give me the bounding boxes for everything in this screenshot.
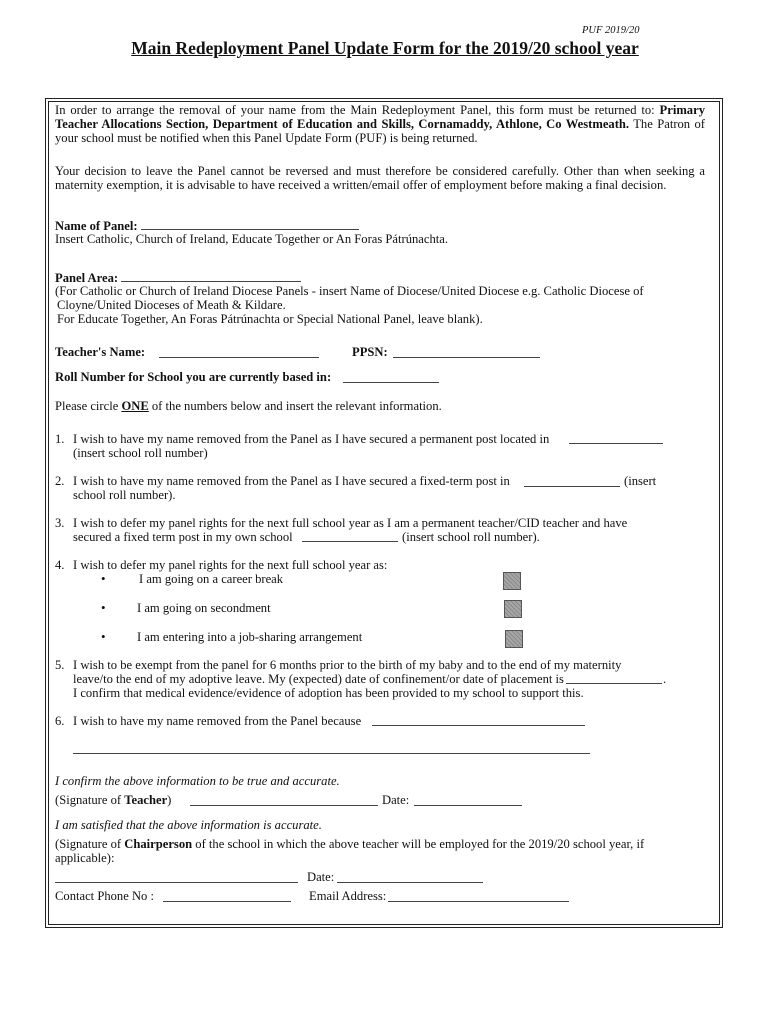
option-3-text: I wish to defer my panel rights for the next full school year as I am a permanent teacher/CID teacher and have bbox=[73, 516, 628, 530]
panel-area-hint-3: For Educate Together, An Foras Pátrúnachta or Special National Panel, leave blank). bbox=[57, 312, 483, 326]
ppsn-field[interactable] bbox=[393, 357, 540, 358]
intro-paragraph-1 bbox=[55, 103, 705, 145]
option-2-hint: school roll number). bbox=[73, 488, 176, 502]
teacher-signature-field[interactable] bbox=[190, 805, 378, 806]
option-6-reason-line-2[interactable] bbox=[73, 753, 590, 754]
contact-phone-field[interactable] bbox=[163, 901, 291, 902]
option-5-number[interactable]: 5. bbox=[55, 658, 65, 672]
intro-text: In order to arrange the removal of your name from the Main Redeployment Panel, this form must be returned to: bbox=[55, 103, 660, 117]
option-1-number[interactable]: 1. bbox=[55, 432, 65, 446]
panel-area-hint-1: (For Catholic or Church of Ireland Diocese Panels - insert Name of Diocese/United Diocese e.g. Catholic Diocese of bbox=[55, 284, 644, 298]
option-4-secondment: I am going on secondment bbox=[137, 601, 271, 615]
email-field[interactable] bbox=[388, 901, 569, 902]
option-5-text-2: leave/to the end of my adoptive leave. My (expected) date of confinement/or date of placement is bbox=[73, 672, 564, 686]
chair-date-field[interactable] bbox=[337, 882, 483, 883]
bullet-icon: • bbox=[101, 629, 106, 644]
teacher-name-label: Teacher's Name: bbox=[55, 345, 146, 359]
option-3-roll-field[interactable] bbox=[302, 541, 398, 542]
option-4-career-break: I am going on a career break bbox=[139, 572, 284, 586]
panel-area-row bbox=[55, 270, 301, 285]
panel-area-label: Panel Area: bbox=[55, 271, 119, 285]
return-address: Primary Teacher Allocations Section, Department of Education and Skills, Cornamaddy, Athlone, Co Westmeath. bbox=[55, 103, 705, 131]
teacher-name-field[interactable] bbox=[159, 357, 319, 358]
option-5-period: . bbox=[663, 672, 667, 686]
career-break-checkbox[interactable] bbox=[503, 572, 521, 590]
option-2-hint-start: (insert bbox=[624, 474, 657, 488]
intro-text-end: The Patron of your school must be notified when this Panel Update Form (PUF) is being returned. bbox=[55, 117, 706, 145]
option-2-text: I wish to have my name removed from the Panel as I have secured a fixed-term post in bbox=[73, 474, 510, 488]
intro-paragraph-2: Your decision to leave the Panel cannot be reversed and must therefore be considered carefully. Other than when seeking a maternity exemption, it is advisable to have received a written/email offer of employment before making a final decision. bbox=[55, 164, 705, 192]
option-4-number[interactable]: 4. bbox=[55, 558, 65, 572]
chair-date-label: Date: bbox=[307, 870, 335, 884]
panel-area-field[interactable] bbox=[121, 270, 301, 282]
option-1-hint: (insert school roll number) bbox=[73, 446, 208, 460]
panel-name-label: Name of Panel: bbox=[55, 219, 138, 233]
roll-number-field[interactable] bbox=[343, 382, 439, 383]
option-4-job-sharing: I am entering into a job-sharing arrangement bbox=[137, 630, 363, 644]
option-5-text-3: I confirm that medical evidence/evidence of adoption has been provided to my school to support this. bbox=[73, 686, 584, 700]
option-2-roll-field[interactable] bbox=[524, 486, 620, 487]
job-sharing-checkbox[interactable] bbox=[505, 630, 523, 648]
option-3-hint: (insert school roll number). bbox=[402, 530, 540, 544]
bullet-icon: • bbox=[101, 600, 106, 615]
email-label: Email Address: bbox=[309, 889, 387, 903]
panel-area-hint-2: Cloyne/United Dioceses of Meath & Kildare. bbox=[57, 298, 286, 312]
ppsn-label: PPSN: bbox=[352, 345, 388, 359]
option-6-number[interactable]: 6. bbox=[55, 714, 65, 728]
confinement-date-field[interactable] bbox=[566, 683, 662, 684]
teacher-signature-label: (Signature of Teacher) bbox=[55, 793, 172, 807]
panel-name-field[interactable] bbox=[141, 218, 359, 230]
option-1-roll-field[interactable] bbox=[569, 443, 663, 444]
option-2-number[interactable]: 2. bbox=[55, 474, 65, 488]
option-4-text: I wish to defer my panel rights for the next full school year as: bbox=[73, 558, 388, 572]
option-5-text: I wish to be exempt from the panel for 6 months prior to the birth of my baby and to the end of my maternity bbox=[73, 658, 622, 672]
satisfied-statement: I am satisfied that the above information is accurate. bbox=[55, 818, 322, 832]
option-3-number[interactable]: 3. bbox=[55, 516, 65, 530]
option-3-text-2: secured a fixed term post in my own school bbox=[73, 530, 293, 544]
option-1-text: I wish to have my name removed from the Panel as I have secured a permanent post located in bbox=[73, 432, 550, 446]
secondment-checkbox[interactable] bbox=[504, 600, 522, 618]
chairperson-signature-label: (Signature of Chairperson of the school in which the above teacher will be employed for the 2019/20 school year, if applicable): bbox=[55, 837, 645, 865]
circle-instruction: Please circle ONE of the numbers below and insert the relevant information. bbox=[55, 399, 442, 413]
roll-number-label: Roll Number for School you are currently based in: bbox=[55, 370, 332, 384]
teacher-date-field[interactable] bbox=[414, 805, 522, 806]
panel-name-hint: Insert Catholic, Church of Ireland, Educate Together or An Foras Pátrúnachta. bbox=[55, 232, 449, 246]
confirm-statement: I confirm the above information to be true and accurate. bbox=[55, 774, 340, 788]
panel-name-row bbox=[55, 218, 359, 233]
option-6-reason-field[interactable] bbox=[372, 725, 585, 726]
form-title: Main Redeployment Panel Update Form for the 2019/20 school year bbox=[131, 38, 639, 58]
bullet-icon: • bbox=[101, 571, 106, 586]
form-reference: PUF 2019/20 bbox=[582, 25, 640, 36]
option-6-text: I wish to have my name removed from the Panel because bbox=[73, 714, 362, 728]
chairperson-signature-field[interactable] bbox=[55, 882, 298, 883]
contact-phone-label: Contact Phone No : bbox=[55, 889, 154, 903]
teacher-date-label: Date: bbox=[382, 793, 410, 807]
